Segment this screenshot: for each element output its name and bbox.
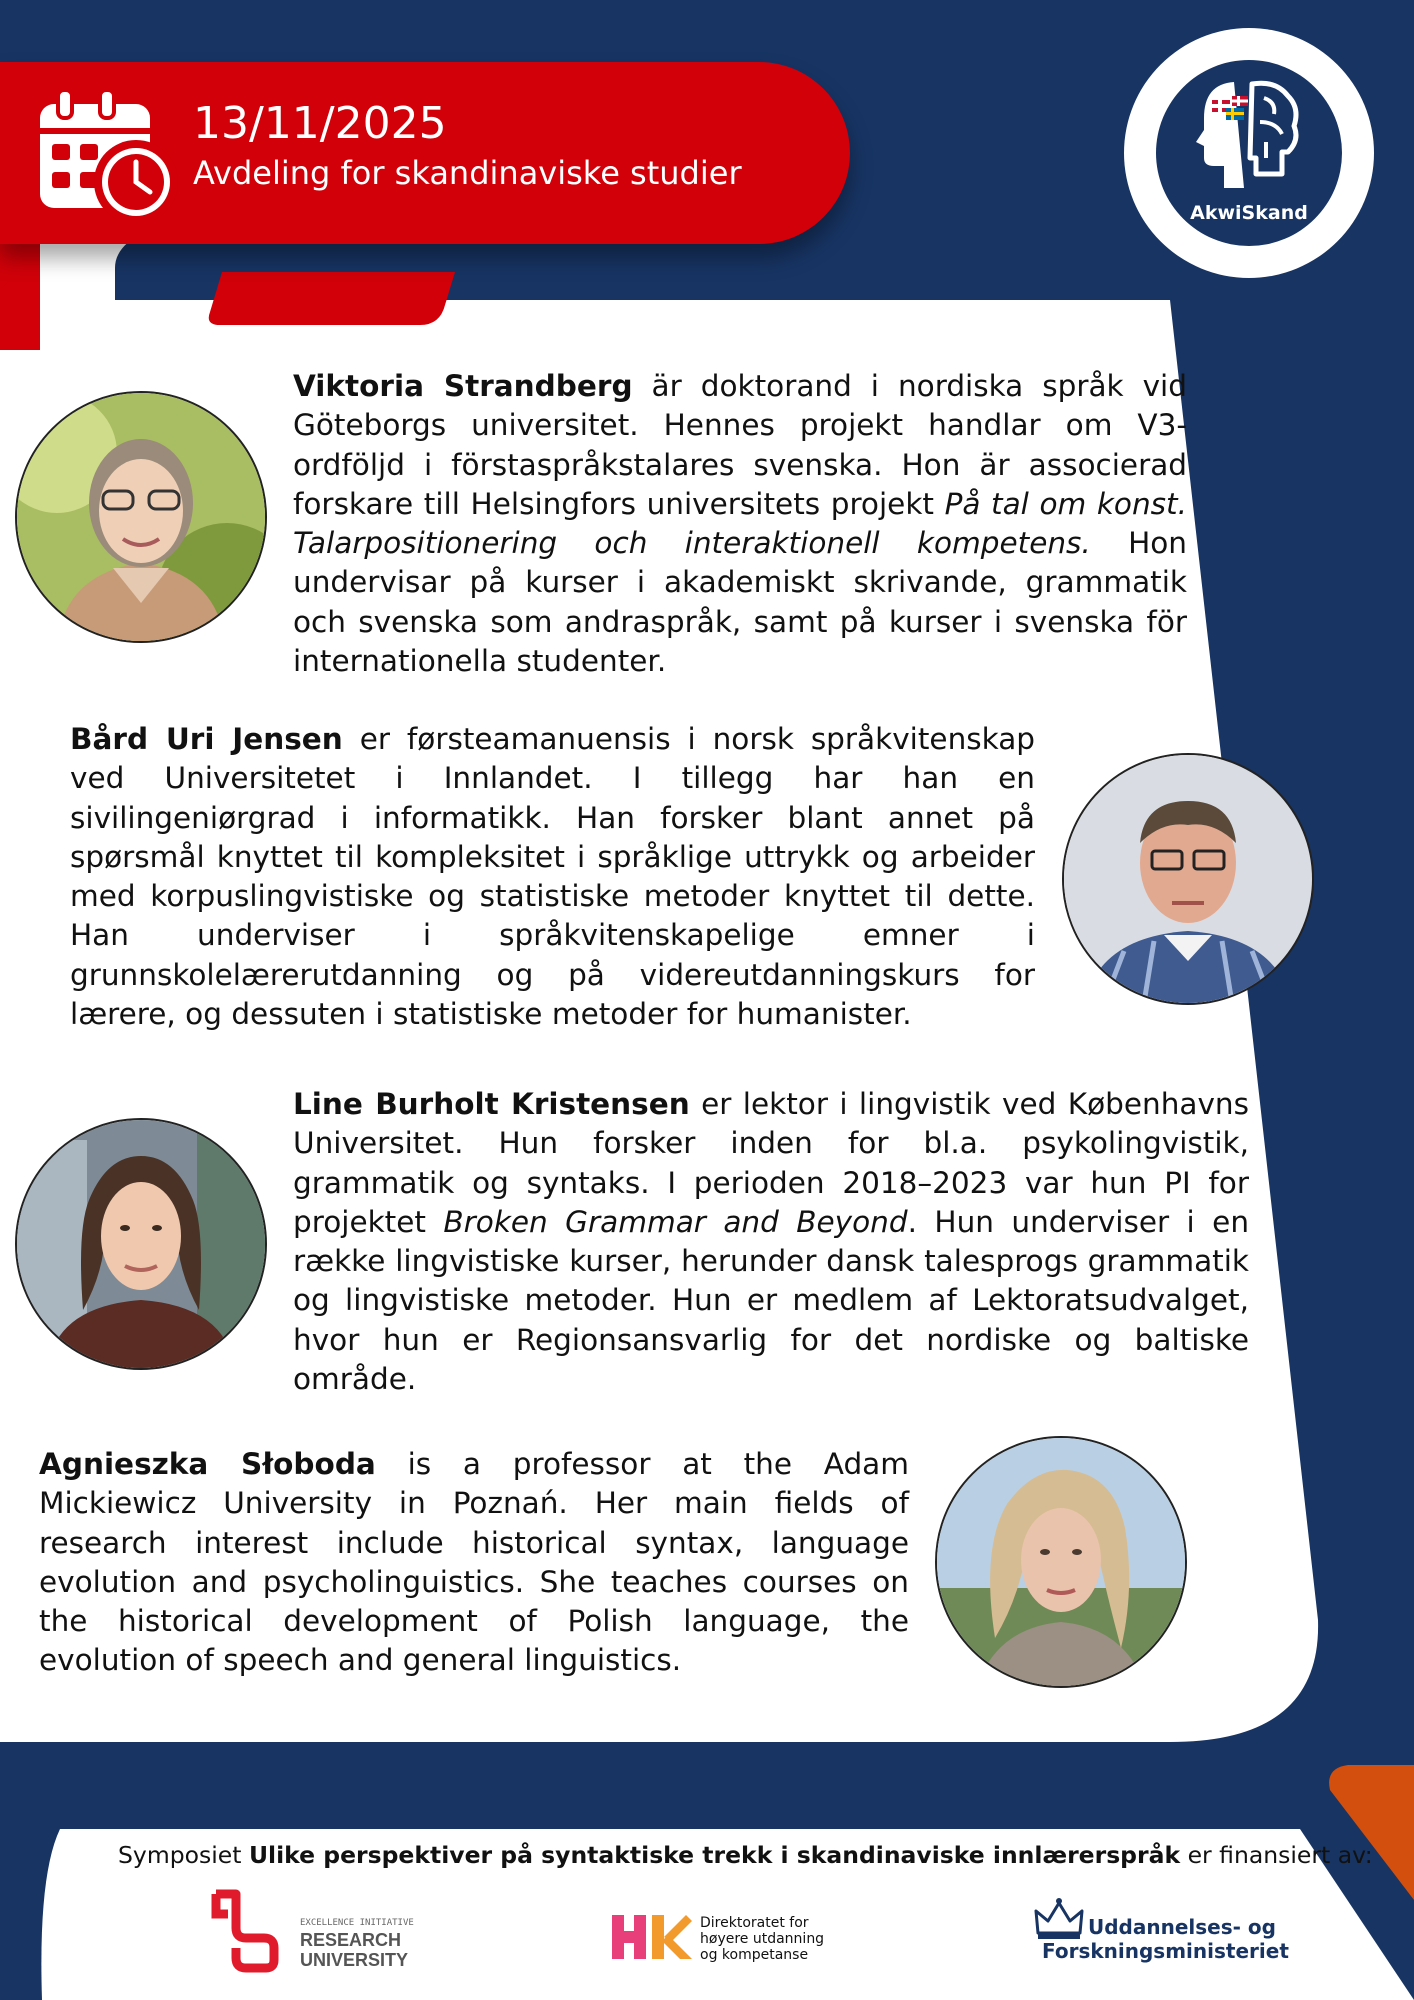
bio-viktoria-strandberg [293,367,1187,681]
logo-line: EXCELLENCE INITIATIVE [300,1918,414,1928]
bio-name: Viktoria Strandberg [293,369,633,403]
portrait-line-burholt-kristensen [15,1118,267,1370]
research-university-logo [210,1888,414,1974]
department-name: Avdeling for skandinaviske studier [193,154,742,192]
bio-agnieszka-sloboda [39,1445,909,1681]
bio-text: är doktorand i nordiska språk vid Göteborgs universitet. Hennes projekt handlar om V3-ordföljd i förstaspråkstalares svenska. Hon är associerad forskare till Helsingfors universitets projekt [293,369,1187,521]
uddannelses-ministeriet-logo [1030,1897,1290,1967]
portrait-agnieszka-sloboda [935,1436,1187,1688]
portrait-viktoria-strandberg [15,391,267,643]
bio-text: . Hun underviser i en række lingvistiske kurser, herunder dansk talesprogs grammatik og lingvistiske metoder. Hun er medlem af Lektoratsudvalget, hvor hun er Regionsansvarlig for det nordiske og baltiske område. [293,1204,1250,1397]
bio-text: er lektor i lingvistik ved Københavns Universitet. Hun forsker inden for bl.a. psykolingvistik, grammatik og syntaks. I perioden 2018–2023 var hun PI for projektet [293,1087,1249,1239]
bio-text: er førsteamanuensis i norsk språkvitenskap ved Universitetet i Innlandet. I tillegg har han en sivilingeniørgrad i informatikk. Han forsker blant annet på spørsmål knyttet til kompleksitet i språklige uttrykk og arbeider med korpuslingvistiske og statistiske metoder knyttet til dette. Han underviser i språkvitenskapelige emner i grunnskolelærerutdanning og på videreutdanningskurs for lærere, og dessuten i statistiske metoder for humanister. [70,722,1036,1032]
akwiskand-logo [1156,60,1342,246]
bio-text: Hon undervisar på kurser i akademiskt skrivande, grammatik och svenska som andraspråk, samt på kurser i svenska för internationella studenter. [293,526,1188,679]
logo-line: UNIVERSITY [300,1950,409,1970]
funding-prefix: Symposiet [118,1841,249,1869]
hk-dir-logo [612,1913,842,1963]
event-date: 13/11/2025 [193,98,447,149]
project-title: På tal om konst. Talarpositionering och interaktionell kompetens. [293,486,1187,561]
logo-line: høyere utdanning [700,1931,825,1947]
logo-line: Uddannelses- og [1088,1915,1276,1939]
funding-statement [118,1841,1373,1869]
crown-icon [1034,1897,1084,1941]
bio-bard-uri-jensen [70,720,1035,1034]
head-brain-icon [1196,78,1302,194]
symposium-title: Ulike perspektiver på syntaktiske trekk i skandinaviske innlærerspråk [248,1841,1181,1869]
portrait-bard-uri-jensen [1062,753,1314,1005]
bio-text: is a professor at the Adam Mickiewicz University in Poznań. Her main fields of research interest include historical syntax, language evolution and psycholinguistics. She teaches courses on the historical development of Polish language, the evolution of speech and general linguistics. [39,1447,909,1678]
project-title: Broken Grammar and Beyond [443,1204,908,1239]
logo-line: Forskningsministeriet [1042,1939,1289,1963]
bio-line-burholt-kristensen [293,1085,1249,1399]
funding-suffix: er finansiert av: [1180,1841,1373,1869]
bio-name: Bård Uri Jensen [70,722,343,756]
bio-name: Line Burholt Kristensen [293,1087,690,1121]
calendar-clock-icon [38,90,180,220]
research-university-emblem-icon [210,1888,280,1974]
logo-line: RESEARCH [300,1930,402,1950]
bio-name: Agnieszka Słoboda [39,1447,376,1481]
logo-line: og kompetanse [700,1947,809,1963]
header-banner [0,62,850,244]
logo-label: AkwiSkand [1190,202,1308,224]
logo-line: Direktoratet for [700,1915,809,1931]
hk-dir-emblem-icon [612,1913,692,1961]
